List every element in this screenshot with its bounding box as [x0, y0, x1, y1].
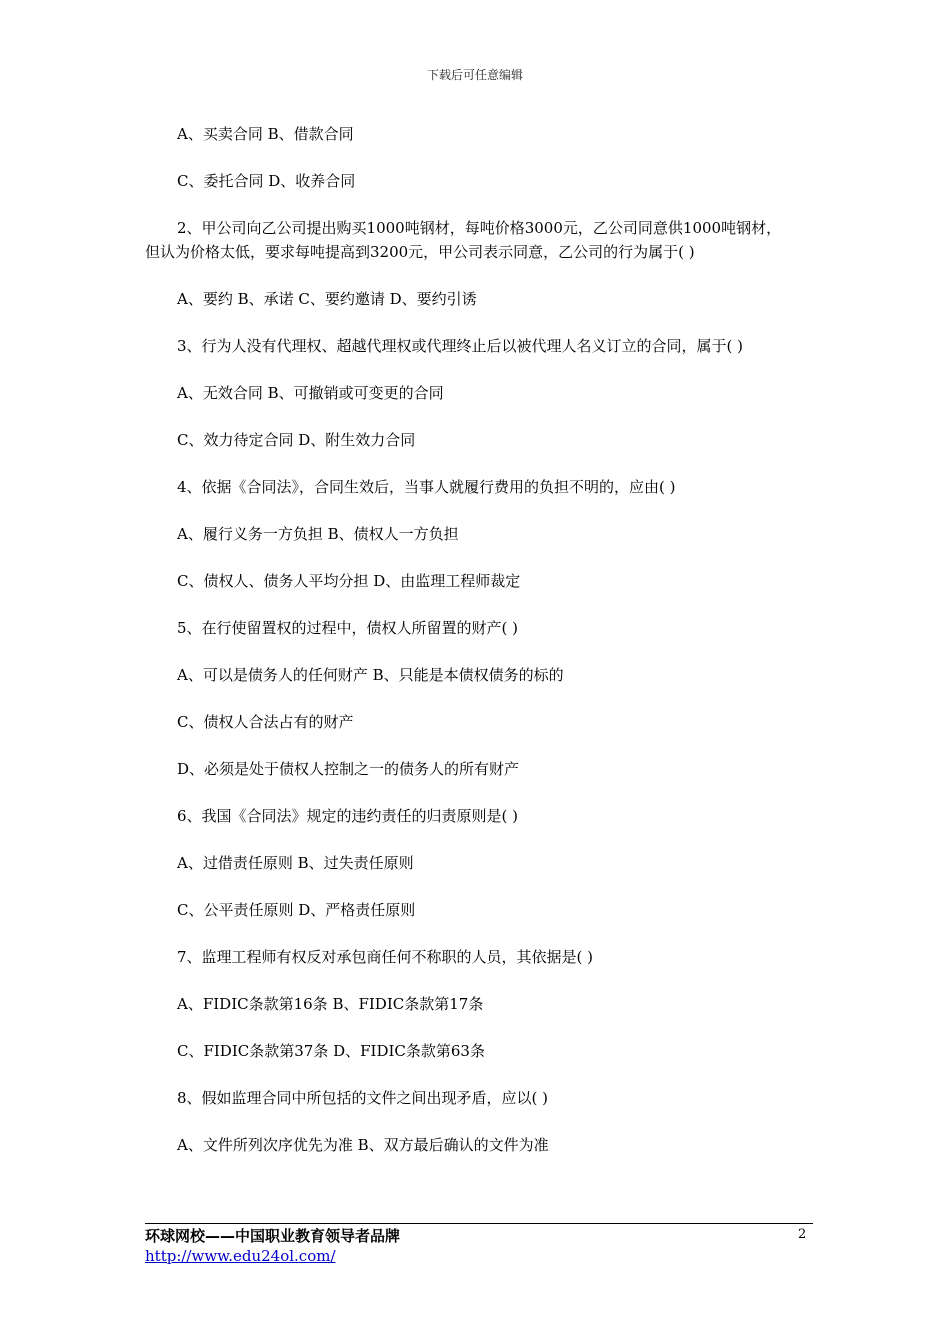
question-6: 6、我国《合同法》规定的违约责任的归责原则是( ) [177, 807, 519, 825]
text-line: A、文件所列次序优先为准 B、双方最后确认的文件为准 [177, 1136, 549, 1154]
text-line: A、要约 B、承诺 C、要约邀请 D、要约引诱 [177, 290, 477, 308]
text-line: C、效力待定合同 D、附生效力合同 [177, 431, 416, 449]
question-2: 2、甲公司向乙公司提出购买1000吨钢材，每吨价格3000元，乙公司同意供1000吨钢材，但认为价格太低，要求每吨提高到3200元，甲公司表示同意，乙公司的行为属于( ) [145, 219, 782, 261]
text-line: A、过借责任原则 B、过失责任原则 [177, 854, 414, 872]
question-4: 4、依据《合同法》，合同生效后，当事人就履行费用的负担不明的，应由( ) [177, 478, 676, 496]
text-line: D、必须是处于债权人控制之一的债务人的所有财产 [177, 760, 520, 778]
text-line: C、债权人合法占有的财产 [177, 713, 354, 731]
footer-divider [145, 1223, 813, 1224]
text-line: A、无效合同 B、可撤销或可变更的合同 [177, 384, 444, 402]
question-7: 7、监理工程师有权反对承包商任何不称职的人员，其依据是( ) [177, 948, 594, 966]
text-line: C、债权人、债务人平均分担 D、由监理工程师裁定 [177, 572, 521, 590]
footer-brand: 环球网校——中国职业教育领导者品牌 [145, 1227, 401, 1245]
question-3: 3、行为人没有代理权、超越代理权或代理终止后以被代理人名义订立的合同，属于( ) [177, 337, 744, 355]
text-line: A、可以是债务人的任何财产 B、只能是本债权债务的标的 [177, 666, 564, 684]
question-8: 8、假如监理合同中所包括的文件之间出现矛盾，应以( ) [177, 1089, 549, 1107]
header-note: 下载后可任意编辑 [426, 68, 523, 82]
text-line: C、公平责任原则 D、严格责任原则 [177, 901, 416, 919]
text-line: A、买卖合同 B、借款合同 [177, 125, 354, 143]
footer-url-link[interactable]: http://www.edu24ol.com/ [145, 1247, 336, 1265]
text-line: A、履行义务一方负担 B、债权人一方负担 [177, 525, 459, 543]
text-line: C、FIDIC条款第37条 D、FIDIC条款第63条 [177, 1042, 485, 1060]
text-line: A、FIDIC条款第16条 B、FIDIC条款第17条 [177, 995, 484, 1013]
question-5: 5、在行使留置权的过程中，债权人所留置的财产( ) [177, 619, 519, 637]
body-text [145, 122, 795, 1180]
page-number: 2 [798, 1227, 807, 1242]
text-line: C、委托合同 D、收养合同 [177, 172, 356, 190]
